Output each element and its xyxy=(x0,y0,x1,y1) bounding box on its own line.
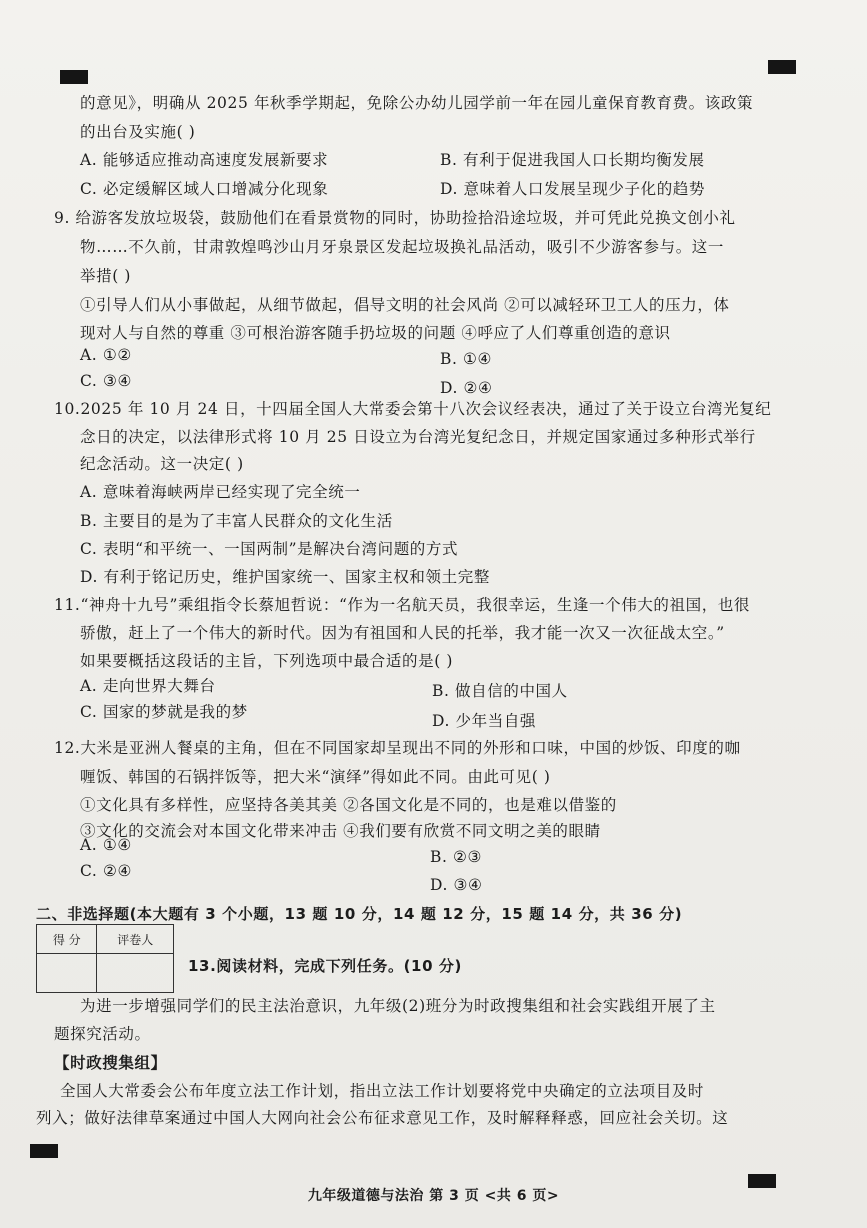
q10-stem-line-3: 纪念活动。这一决定( ) xyxy=(80,455,244,473)
q9-stem-line-3: 举措( ) xyxy=(80,267,132,285)
q12-option-d: D. ③④ xyxy=(430,876,483,894)
score-label: 得 分 xyxy=(37,925,97,954)
q10-option-b: B. 主要目的是为了丰富人民群众的文化生活 xyxy=(80,512,393,530)
registration-mark-top-right xyxy=(768,60,796,74)
q9-option-a: A. ①② xyxy=(80,346,132,364)
q10-stem-line-2: 念日的决定，以法律形式将 10 月 25 日设立为台湾光复纪念日，并规定国家通过多种形式举行 xyxy=(80,428,756,446)
registration-mark-bottom-left xyxy=(30,1144,58,1158)
q10-option-c: C. 表明“和平统一、一国两制”是解决台湾问题的方式 xyxy=(80,540,459,558)
section-2-title: 二、非选择题(本大题有 3 个小题，13 题 10 分，14 题 12 分，15 题 14 分，共 36 分) xyxy=(36,905,683,923)
q13-material-line-2: 列入；做好法律草案通过中国人大网向社会公布征求意见工作，及时解释释惑，回应社会关切。这 xyxy=(36,1109,729,1127)
q12-option-c: C. ②④ xyxy=(80,862,132,880)
q11-option-a: A. 走向世界大舞台 xyxy=(80,677,216,695)
q9-stem-line-1: 9. 给游客发放垃圾袋，鼓励他们在看景赏物的同时，协助捡拾沿途垃圾，并可凭此兑换文创小礼 xyxy=(54,209,736,227)
registration-mark-top-left xyxy=(60,70,88,84)
q13-title: 13.阅读材料，完成下列任务。(10 分) xyxy=(188,957,462,975)
grader-label: 评卷人 xyxy=(97,925,174,954)
q8-option-b: B. 有利于促进我国人口长期均衡发展 xyxy=(440,151,705,169)
q10-option-a: A. 意味着海峡两岸已经实现了完全统一 xyxy=(80,483,361,501)
q10-option-d: D. 有利于铭记历史，维护国家统一、国家主权和领土完整 xyxy=(80,568,490,586)
q13-group-title: 【时政搜集组】 xyxy=(54,1054,167,1072)
score-table xyxy=(36,924,174,993)
q9-statement-line-2: 现对人与自然的尊重 ③可根治游客随手扔垃圾的问题 ④呼应了人们尊重创造的意识 xyxy=(80,324,671,342)
q13-intro-line-2: 题探究活动。 xyxy=(54,1025,151,1043)
q11-stem-line-1: 11.“神舟十九号”乘组指令长蔡旭哲说：“作为一名航天员，我很幸运，生逢一个伟大的祖国，也很 xyxy=(54,596,751,614)
q8-stem-line-2: 的出台及实施( ) xyxy=(80,123,196,141)
q12-statement-line-2: ③文化的交流会对本国文化带来冲击 ④我们要有欣赏不同文明之美的眼睛 xyxy=(80,822,601,840)
q8-stem-line-1: 的意见》，明确从 2025 年秋季学期起，免除公办幼儿园学前一年在园儿童保育教育费。该政策 xyxy=(80,94,754,112)
q12-statement-line-1: ①文化具有多样性，应坚持各美其美 ②各国文化是不同的，也是难以借鉴的 xyxy=(80,796,617,814)
q10-stem-line-1: 10.2025 年 10 月 24 日，十四届全国人大常委会第十八次会议经表决，通过了关于设立台湾光复纪 xyxy=(54,400,772,418)
q8-option-d: D. 意味着人口发展呈现少子化的趋势 xyxy=(440,180,706,198)
grader-blank-cell xyxy=(97,954,174,993)
q12-option-a: A. ①④ xyxy=(80,836,132,854)
q11-option-b: B. 做自信的中国人 xyxy=(432,682,568,700)
q9-option-c: C. ③④ xyxy=(80,372,132,390)
q9-statement-line-1: ①引导人们从小事做起，从细节做起，倡导文明的社会风尚 ②可以减轻环卫工人的压力，体 xyxy=(80,296,730,314)
q8-option-c: C. 必定缓解区域人口增减分化现象 xyxy=(80,180,329,198)
page-footer: 九年级道德与法治 第 3 页 <共 6 页> xyxy=(307,1188,560,1204)
score-blank-cell xyxy=(37,954,97,993)
q11-option-c: C. 国家的梦就是我的梦 xyxy=(80,703,248,721)
q8-option-a: A. 能够适应推动高速度发展新要求 xyxy=(80,151,329,169)
q13-intro-line-1: 为进一步增强同学们的民主法治意识，九年级(2)班分为时政搜集组和社会实践组开展了主 xyxy=(80,997,716,1015)
q12-option-b: B. ②③ xyxy=(430,848,483,866)
q12-stem-line-2: 喱饭、韩国的石锅拌饭等，把大米“演绎”得如此不同。由此可见( ) xyxy=(80,768,551,786)
q11-stem-line-3: 如果要概括这段话的主旨，下列选项中最合适的是( ) xyxy=(80,652,454,670)
q9-option-b: B. ①④ xyxy=(440,350,493,368)
q11-stem-line-2: 骄傲，赶上了一个伟大的新时代。因为有祖国和人民的托举，我才能一次又一次征战太空。” xyxy=(80,624,725,642)
q13-material-line-1: 全国人大常委会公布年度立法工作计划，指出立法工作计划要将党中央确定的立法项目及时 xyxy=(60,1082,705,1100)
q9-stem-line-2: 物……不久前，甘肃敦煌鸣沙山月牙泉景区发起垃圾换礼品活动，吸引不少游客参与。这一 xyxy=(80,238,725,256)
q11-option-d: D. 少年当自强 xyxy=(432,712,537,730)
q12-stem-line-1: 12.大米是亚洲人餐桌的主角，但在不同国家却呈现出不同的外形和口味，中国的炒饭、印度的咖 xyxy=(54,739,741,757)
q9-option-d: D. ②④ xyxy=(440,379,493,397)
